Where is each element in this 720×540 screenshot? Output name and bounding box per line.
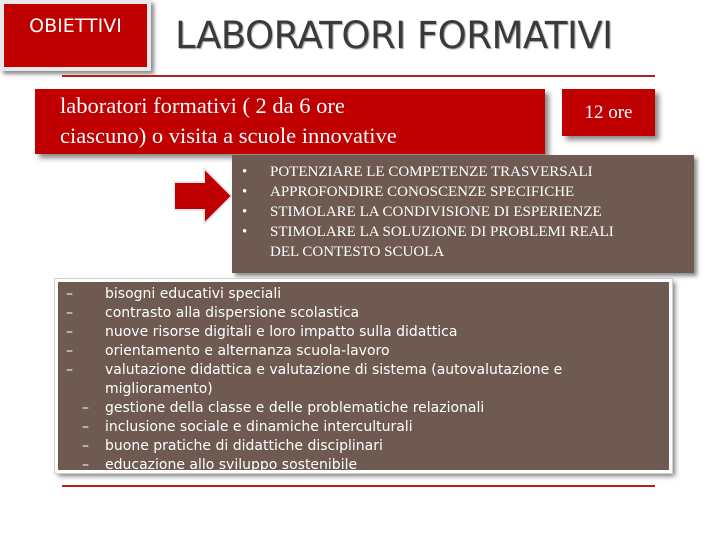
topic-item: – orientamento e alternanza scuola-lavoro [66, 343, 390, 359]
topic-item: – inclusione sociale e dinamiche interculturali [82, 419, 413, 435]
bullet: • [242, 164, 248, 180]
topic-item: – nuove risorse digitali e loro impatto sulla didattica [66, 324, 458, 340]
goal-continuation: DEL CONTESTO SCUOLA [270, 244, 445, 260]
bottom-divider [62, 485, 655, 487]
arrow-right-icon [174, 168, 232, 224]
bullet: • [242, 224, 248, 240]
goal-item: • STIMOLARE LA SOLUZIONE DI PROBLEMI REALI [242, 224, 614, 240]
page-title: LABORATORI FORMATIVI [175, 14, 613, 57]
topics-box [55, 279, 672, 473]
main-activity-line-1: laboratori formativi ( 2 da 6 ore [60, 93, 345, 118]
topic-item: – contrasto alla dispersione scolastica [66, 305, 360, 321]
bullet: • [242, 184, 248, 200]
bullet: • [242, 204, 248, 220]
objectives-box: OBIETTIVI [0, 0, 151, 71]
main-activity-box [35, 89, 545, 154]
topic-item: – educazione allo sviluppo sostenibile [82, 457, 358, 473]
topic-item: – buone pratiche di didattiche disciplinari [82, 438, 383, 454]
hours-box: 12 ore [562, 89, 655, 136]
goal-item: • APPROFONDIRE CONOSCENZE SPECIFICHE [242, 184, 575, 200]
top-divider [62, 75, 655, 77]
topic-item: – gestione della classe e delle problematiche relazionali [82, 400, 485, 416]
goals-box [232, 155, 694, 273]
topic-continuation: miglioramento) [105, 381, 213, 397]
goal-item: • POTENZIARE LE COMPETENZE TRASVERSALI [242, 164, 593, 180]
main-activity-line-2: ciascuno) o visita a scuole innovative [60, 123, 397, 148]
goal-item: • STIMOLARE LA CONDIVISIONE DI ESPERIENZE [242, 204, 602, 220]
topic-item: – bisogni educativi speciali [66, 286, 282, 302]
topic-item: – valutazione didattica e valutazione di sistema (autovalutazione e [66, 362, 563, 378]
